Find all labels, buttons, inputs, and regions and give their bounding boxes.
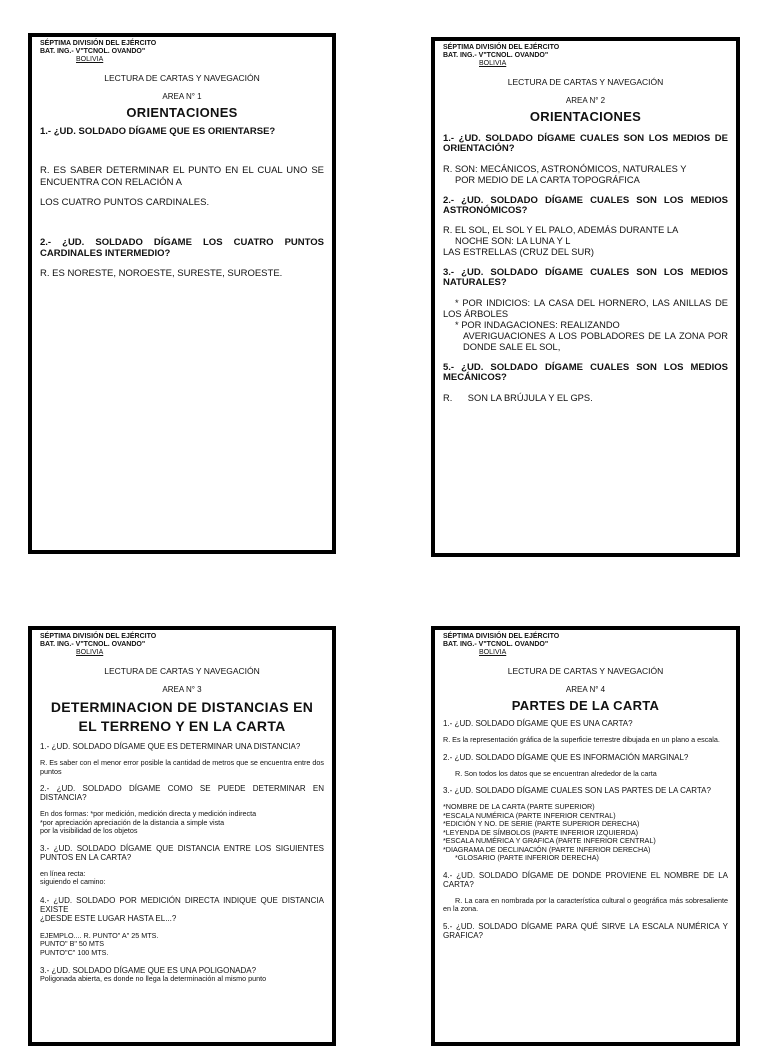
question-2: 2.- ¿UD. SOLDADO DÍGAME QUE ES INFORMACIÓN MARGINAL?: [443, 752, 689, 762]
country-name: BOLIVIA: [76, 649, 104, 656]
answer-2: R. EL SOL, EL SOL Y EL PALO, ADEMÁS DURANTE LA: [443, 225, 679, 235]
division-name: SÉPTIMA DIVISIÓN DEL EJÉRCITO: [40, 40, 157, 47]
card-area-3: [28, 626, 336, 1046]
answer-2-continued: NOCHE SON: LA LUNA Y L: [455, 236, 571, 246]
card-area-2: [431, 37, 740, 557]
division-name: SÉPTIMA DIVISIÓN DEL EJÉRCITO: [443, 44, 560, 51]
battalion-name: BAT. ING.- V"TCNOL. OVANDO": [40, 641, 146, 648]
answer-1-continued: POR MEDIO DE LA CARTA TOPOGRÁFICA: [455, 175, 640, 185]
answer-1: R. SON: MECÁNICOS, ASTRONÓMICOS, NATURALES Y: [443, 164, 687, 174]
card-title: PARTES DE LA CARTA: [511, 698, 660, 713]
answer-3-continued: AVERIGUACIONES A LOS POBLADORES DE LA ZONA POR DONDE SALE EL SOL,: [463, 331, 728, 352]
answer-4-a: EJEMPLO.... R. PUNTO" A" 25 MTS.: [40, 930, 159, 940]
question-4: 4.- ¿UD. SOLDADO DÍGAME DE DONDE PROVIENE EL NOMBRE DE LA CARTA?: [443, 870, 728, 889]
battalion-name: BAT. ING.- V"TCNOL. OVANDO": [443, 641, 549, 648]
answer-4: R. La cara en nombrada por la característica cultural o geográfica más sobresaliente en la zona.: [443, 895, 728, 913]
question-3: 3.- ¿UD. SOLDADO DÍGAME QUE DISTANCIA ENTRE LOS SIGUIENTES PUNTOS EN LA CARTA?: [40, 843, 324, 862]
question-2: 2.- ¿UD. SOLDADO DÍGAME CUALES SON LOS MEDIOS ASTRONÓMICOS?: [443, 195, 728, 216]
card-header: [443, 633, 728, 657]
question-4: 5.- ¿UD. SOLDADO DÍGAME CUALES SON LOS MEDIOS MECÁNICOS?: [443, 362, 728, 383]
battalion-name: BAT. ING.- V"TCNOL. OVANDO": [40, 48, 146, 55]
answer-3-a: en línea recta:: [40, 868, 86, 878]
question-1: 1.- ¿UD. SOLDADO DÍGAME QUE ES DETERMINAR UNA DISTANCIA?: [40, 742, 301, 751]
country-name: BOLIVIA: [479, 60, 507, 67]
subject-title: LECTURA DE CARTAS Y NAVEGACIÓN: [104, 73, 260, 83]
answer-4-b: PUNTO" B" 50 MTS: [40, 939, 105, 948]
answer-3-indicios: * POR INDICIOS: LA CASA DEL HORNERO, LAS ANILLAS DE LOS ÁRBOLES: [443, 298, 728, 319]
answer-4: R. SON LA BRÚJULA Y EL GPS.: [443, 393, 593, 403]
area-number: AREA N° 4: [565, 685, 606, 694]
card-area-1: [28, 33, 336, 554]
area-number: AREA N° 3: [162, 685, 202, 694]
answer-3-indagaciones: * POR INDAGACIONES: REALIZANDO: [455, 320, 620, 330]
question-4-continued: ¿DESDE ESTE LUGAR HASTA EL...?: [40, 913, 177, 923]
answer-4-c: PUNTO"C" 100 MTS.: [40, 947, 109, 957]
subject-title: LECTURA DE CARTAS Y NAVEGACIÓN: [104, 666, 260, 676]
card-header: [443, 44, 728, 68]
answer-2: En dos formas: *por medición, medición directa y medición indirecta: [40, 809, 257, 818]
country-name: BOLIVIA: [76, 56, 104, 63]
question-4: 4.- ¿UD. SOLDADO POR MEDICIÓN DIRECTA INDIQUE QUE DISTANCIA EXISTE: [40, 895, 324, 914]
list-item: *DIAGRAMA DE DECLINACIÓN (PARTE INFERIOR DERECHA): [443, 844, 651, 854]
card-title: ORIENTACIONES: [126, 105, 238, 120]
question-3: 3.- ¿UD. SOLDADO DÍGAME CUALES SON LOS MEDIOS NATURALES?: [443, 267, 728, 288]
subject-title: LECTURA DE CARTAS Y NAVEGACIÓN: [507, 666, 664, 676]
country-name: BOLIVIA: [479, 649, 507, 656]
question-3: 3.- ¿UD. SOLDADO DÍGAME CUALES SON LAS PARTES DE LA CARTA?: [443, 786, 711, 795]
answer-2: R. Son todos los datos que se encuentran alrededor de la carta: [455, 768, 657, 778]
battalion-name: BAT. ING.- V"TCNOL. OVANDO": [443, 52, 549, 59]
question-2: 2.- ¿UD. SOLDADO DÍGAME LOS CUATRO PUNTOS CARDINALES INTERMEDIO?: [40, 237, 324, 259]
answer-1-continued: LOS CUATRO PUNTOS CARDINALES.: [40, 197, 210, 208]
question-1: 1.- ¿UD. SOLDADO DÍGAME QUE ES ORIENTARSE?: [40, 126, 276, 137]
answer-3-b: siguiendo el camino:: [40, 877, 106, 886]
card-header: [40, 40, 324, 64]
list-item: *EDICIÓN Y NO. DE SERIE (PARTE SUPERIOR DERECHA): [443, 819, 640, 828]
list-item: *NOMBRE DE LA CARTA (PARTE SUPERIOR): [443, 802, 595, 811]
card-header: [40, 633, 324, 657]
list-item: *ESCALA NUMÉRICA (PARTE INFERIOR CENTRAL): [443, 810, 616, 820]
question-1: 1.- ¿UD. SOLDADO DÍGAME QUE ES UNA CARTA?: [443, 719, 633, 728]
question-5: 5.- ¿UD. SOLDADO DÍGAME PARA QUÉ SIRVE LA ESCALA NUMÉRICA Y GRAFICA?: [443, 921, 728, 940]
card-title: DETERMINACION DE DISTANCIAS EN EL TERRENO Y EN LA CARTA: [50, 699, 314, 734]
answer-1: R. Es saber con el menor error posible la cantidad de metros que se encuentra entre dos puntos: [40, 758, 324, 776]
answer-2: R. ES NORESTE, NOROESTE, SURESTE, SUROESTE.: [40, 268, 283, 279]
list-item: *LEYENDA DE SÍMBOLOS (PARTE INFERIOR IZQUIERDA): [443, 827, 639, 837]
division-name: SÉPTIMA DIVISIÓN DEL EJÉRCITO: [443, 633, 560, 640]
answer-2-end: LAS ESTRELLAS (CRUZ DEL SUR): [443, 247, 595, 257]
answer-5: Poligonada abierta, es donde no llega la determinación al mismo punto: [40, 974, 267, 983]
answer-2-b: *por apreciación apreciación de la distancia a simple vista: [40, 817, 225, 827]
area-number: AREA N° 2: [565, 96, 606, 105]
question-5: 3.- ¿UD. SOLDADO DÍGAME QUE ES UNA POLIGONADA?: [40, 966, 257, 975]
subject-title: LECTURA DE CARTAS Y NAVEGACIÓN: [507, 77, 664, 87]
list-item: *GLOSARIO (PARTE INFERIOR DERECHA): [455, 853, 599, 862]
answer-1: R. ES SABER DETERMINAR EL PUNTO EN EL CUAL UNO SE ENCUENTRA CON RELACIÓN A: [40, 165, 324, 188]
question-2: 2.- ¿UD. SOLDADO DÍGAME COMO SE PUEDE DETERMINAR EN DISTANCIA?: [40, 784, 324, 802]
answer-2-c: por la visibilidad de los objetos: [40, 826, 138, 835]
card-title: ORIENTACIONES: [529, 109, 642, 124]
card-area-4: [431, 626, 740, 1046]
list-item: *ESCALA NUMÉRICA Y GRAFICA (PARTE INFERIOR CENTRAL): [443, 836, 656, 845]
area-number: AREA N° 1: [162, 92, 202, 101]
question-1: 1.- ¿UD. SOLDADO DÍGAME CUALES SON LOS MEDIOS DE ORIENTACIÓN?: [443, 133, 728, 154]
parts-list: [443, 803, 728, 863]
division-name: SÉPTIMA DIVISIÓN DEL EJÉRCITO: [40, 633, 157, 640]
answer-1: R. Es la representación gráfica de la superficie terrestre dibujada en un plano a escala.: [443, 735, 720, 744]
